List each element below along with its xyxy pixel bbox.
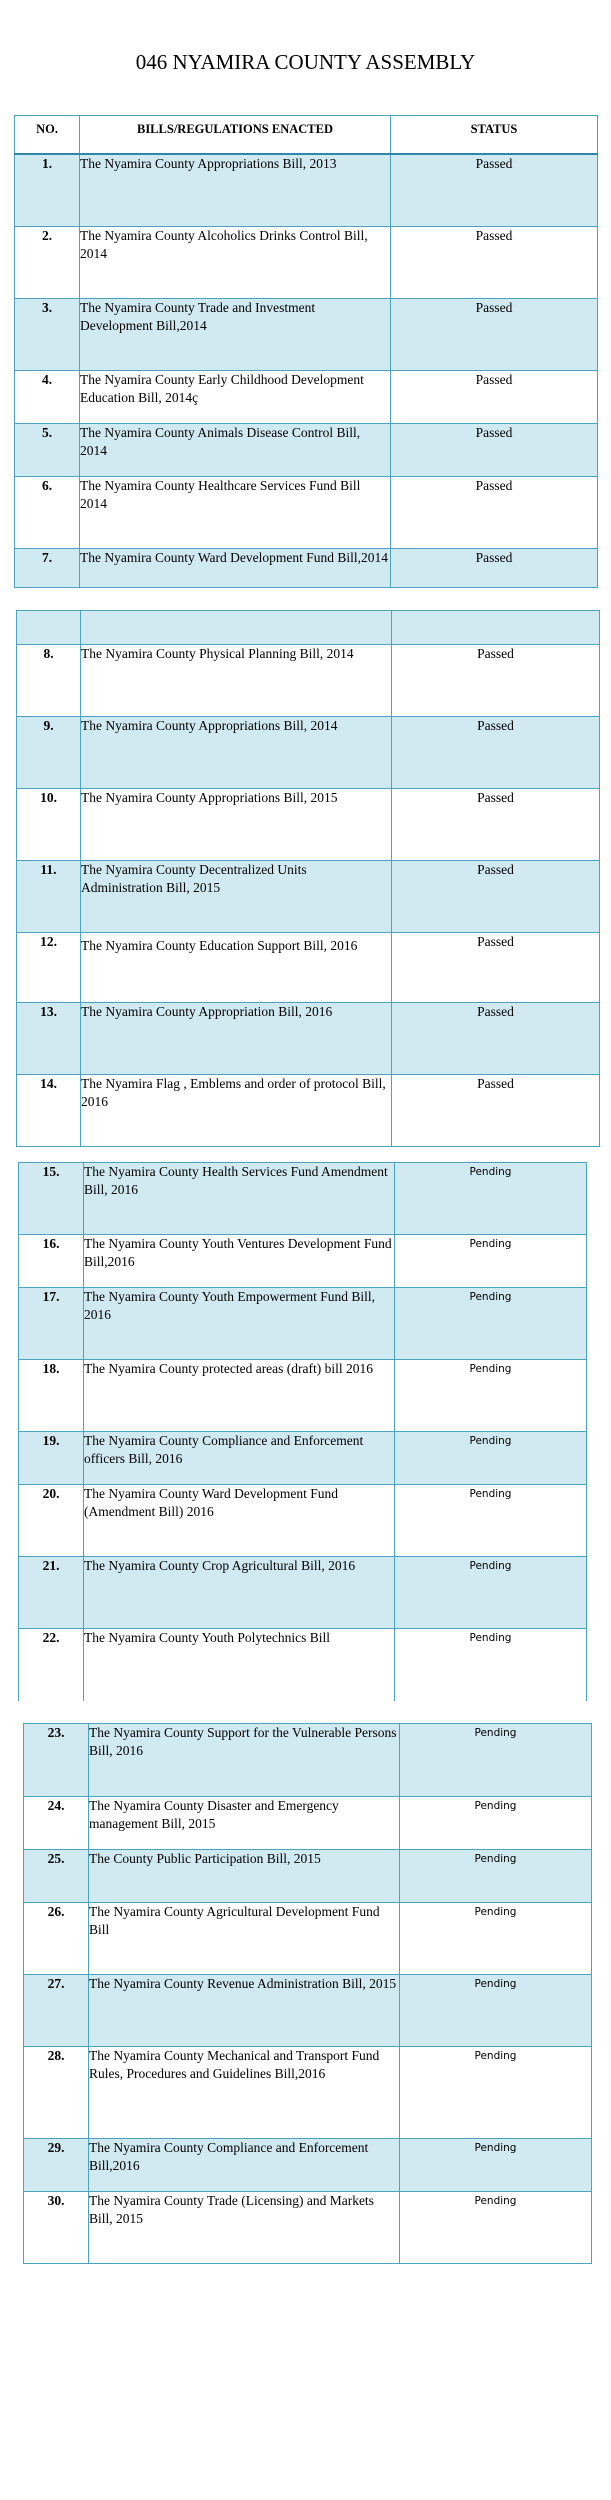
table-row [15,227,598,299]
bill-status: Pending [400,1724,592,1797]
row-number: 13. [17,1003,81,1075]
bill-name: The Nyamira County Youth Empowerment Fund Bill, 2016 [84,1288,395,1360]
row-number: 30. [24,2192,89,2264]
table-row [17,789,600,861]
row-number [17,611,81,645]
bill-status: Pending [400,2192,592,2264]
bill-name [81,611,392,645]
row-number: 11. [17,861,81,933]
table-row [19,1557,587,1629]
bill-name: The Nyamira County Ward Development Fund (Amendment Bill) 2016 [84,1485,395,1557]
bills-table-4 [23,1723,592,2264]
bill-name: The Nyamira County Disaster and Emergency management Bill, 2015 [89,1797,400,1850]
table-row [15,477,598,549]
bill-status: Passed [392,933,600,1003]
header-bill: BILLS/REGULATIONS ENACTED [80,116,391,154]
table-row [24,1724,592,1797]
table-row [17,1075,600,1147]
bill-name: The Nyamira County Compliance and Enforcement officers Bill, 2016 [84,1432,395,1485]
table-row [24,1797,592,1850]
row-number: 24. [24,1797,89,1850]
table-row [17,1003,600,1075]
row-number: 23. [24,1724,89,1797]
bill-status: Passed [392,861,600,933]
table-row [19,1163,587,1235]
page-title: 046 NYAMIRA COUNTY ASSEMBLY [135,50,476,74]
table-row [17,611,600,645]
bill-name: The Nyamira County Ward Development Fund Bill,2014 [80,549,391,588]
bill-name: The Nyamira County Education Support Bill, 2016 [81,933,392,1003]
bill-name: The Nyamira County Health Services Fund Amendment Bill, 2016 [84,1163,395,1235]
row-number: 4. [15,371,80,424]
bill-status: Passed [391,549,598,588]
bill-name: The Nyamira County Agricultural Development Fund Bill [89,1903,400,1975]
table-row [24,1903,592,1975]
bill-name: The Nyamira County Appropriations Bill, 2015 [81,789,392,861]
bill-status: Passed [392,1003,600,1075]
bill-name: The Nyamira County Youth Polytechnics Bill [84,1629,395,1701]
row-number: 22. [19,1629,84,1701]
bill-name: The Nyamira County Appropriation Bill, 2016 [81,1003,392,1075]
row-number: 21. [19,1557,84,1629]
bill-status: Passed [391,424,598,477]
row-number: 10. [17,789,81,861]
bill-name: The Nyamira County Trade and Investment Development Bill,2014 [80,299,391,371]
bill-status: Passed [391,227,598,299]
bill-status [392,611,600,645]
bill-name: The Nyamira County Appropriations Bill, 2013 [80,154,391,227]
bill-name: The Nyamira Flag , Emblems and order of protocol Bill, 2016 [81,1075,392,1147]
bill-status: Pending [395,1163,587,1235]
bill-name: The Nyamira County protected areas (draft) bill 2016 [84,1360,395,1432]
bill-name: The County Public Participation Bill, 2015 [89,1850,400,1903]
bill-status: Passed [391,371,598,424]
bill-status: Pending [395,1360,587,1432]
row-number: 19. [19,1432,84,1485]
table-row [24,2192,592,2264]
row-number: 20. [19,1485,84,1557]
bill-status: Pending [395,1288,587,1360]
row-number: 27. [24,1975,89,2047]
table-row [19,1360,587,1432]
bill-status: Passed [392,717,600,789]
table-row [17,717,600,789]
row-number: 15. [19,1163,84,1235]
bill-name: The Nyamira County Trade (Licensing) and Markets Bill, 2015 [89,2192,400,2264]
bill-status: Passed [392,789,600,861]
table-row [15,154,598,227]
bill-status: Passed [391,154,598,227]
table-row [17,645,600,717]
header-no: NO. [15,116,80,154]
bill-status: Pending [395,1432,587,1485]
row-number: 29. [24,2139,89,2192]
bill-status: Passed [392,645,600,717]
bill-name: The Nyamira County Physical Planning Bill, 2014 [81,645,392,717]
bill-status: Pending [400,1975,592,2047]
row-number: 18. [19,1360,84,1432]
bill-status: Pending [400,1850,592,1903]
row-number: 1. [15,154,80,227]
bills-table-1 [14,115,598,588]
row-number: 5. [15,424,80,477]
row-number: 16. [19,1235,84,1288]
bill-name: The Nyamira County Crop Agricultural Bill, 2016 [84,1557,395,1629]
row-number: 7. [15,549,80,588]
bill-name: The Nyamira County Youth Ventures Development Fund Bill,2016 [84,1235,395,1288]
table-row [19,1629,587,1701]
bill-status: Pending [400,2139,592,2192]
table-row [24,1850,592,1903]
table-row [19,1432,587,1485]
bill-status: Pending [395,1485,587,1557]
bills-table-3 [18,1162,587,1701]
bill-status: Passed [392,1075,600,1147]
table-row [15,424,598,477]
bill-name: The Nyamira County Healthcare Services Fund Bill 2014 [80,477,391,549]
row-number: 17. [19,1288,84,1360]
bill-status: Pending [400,2047,592,2139]
bill-name: The Nyamira County Revenue Administration Bill, 2015 [89,1975,400,2047]
bill-name: The Nyamira County Animals Disease Control Bill, 2014 [80,424,391,477]
bill-status: Passed [391,299,598,371]
row-number: 26. [24,1903,89,1975]
bill-name: The Nyamira County Compliance and Enforcement Bill,2016 [89,2139,400,2192]
bill-name: The Nyamira County Early Childhood Development Education Bill, 2014ç [80,371,391,424]
row-number: 14. [17,1075,81,1147]
bill-status: Pending [395,1557,587,1629]
row-number: 12. [17,933,81,1003]
row-number: 6. [15,477,80,549]
table-header-row [15,116,598,154]
table-row [19,1485,587,1557]
bill-name: The Nyamira County Appropriations Bill, 2014 [81,717,392,789]
table-row [17,933,600,1003]
table-row [24,2139,592,2192]
row-number: 3. [15,299,80,371]
row-number: 8. [17,645,81,717]
table-row [15,549,598,588]
table-row [19,1235,587,1288]
table-row [15,299,598,371]
row-number: 25. [24,1850,89,1903]
bill-status: Pending [400,1903,592,1975]
bills-table-2 [16,610,600,1147]
bill-name: The Nyamira County Decentralized Units Administration Bill, 2015 [81,861,392,933]
table-row [19,1288,587,1360]
table-row [17,861,600,933]
bill-status: Pending [400,1797,592,1850]
table-row [24,1975,592,2047]
header-status: STATUS [391,116,598,154]
row-number: 9. [17,717,81,789]
table-row [24,2047,592,2139]
row-number: 2. [15,227,80,299]
bill-name: The Nyamira County Mechanical and Transport Fund Rules, Procedures and Guidelines Bill,2016 [89,2047,400,2139]
row-number: 28. [24,2047,89,2139]
bill-name: The Nyamira County Alcoholics Drinks Control Bill, 2014 [80,227,391,299]
bill-status: Passed [391,477,598,549]
bill-status: Pending [395,1629,587,1701]
bill-status: Pending [395,1235,587,1288]
table-row [15,371,598,424]
bill-name: The Nyamira County Support for the Vulnerable Persons Bill, 2016 [89,1724,400,1797]
